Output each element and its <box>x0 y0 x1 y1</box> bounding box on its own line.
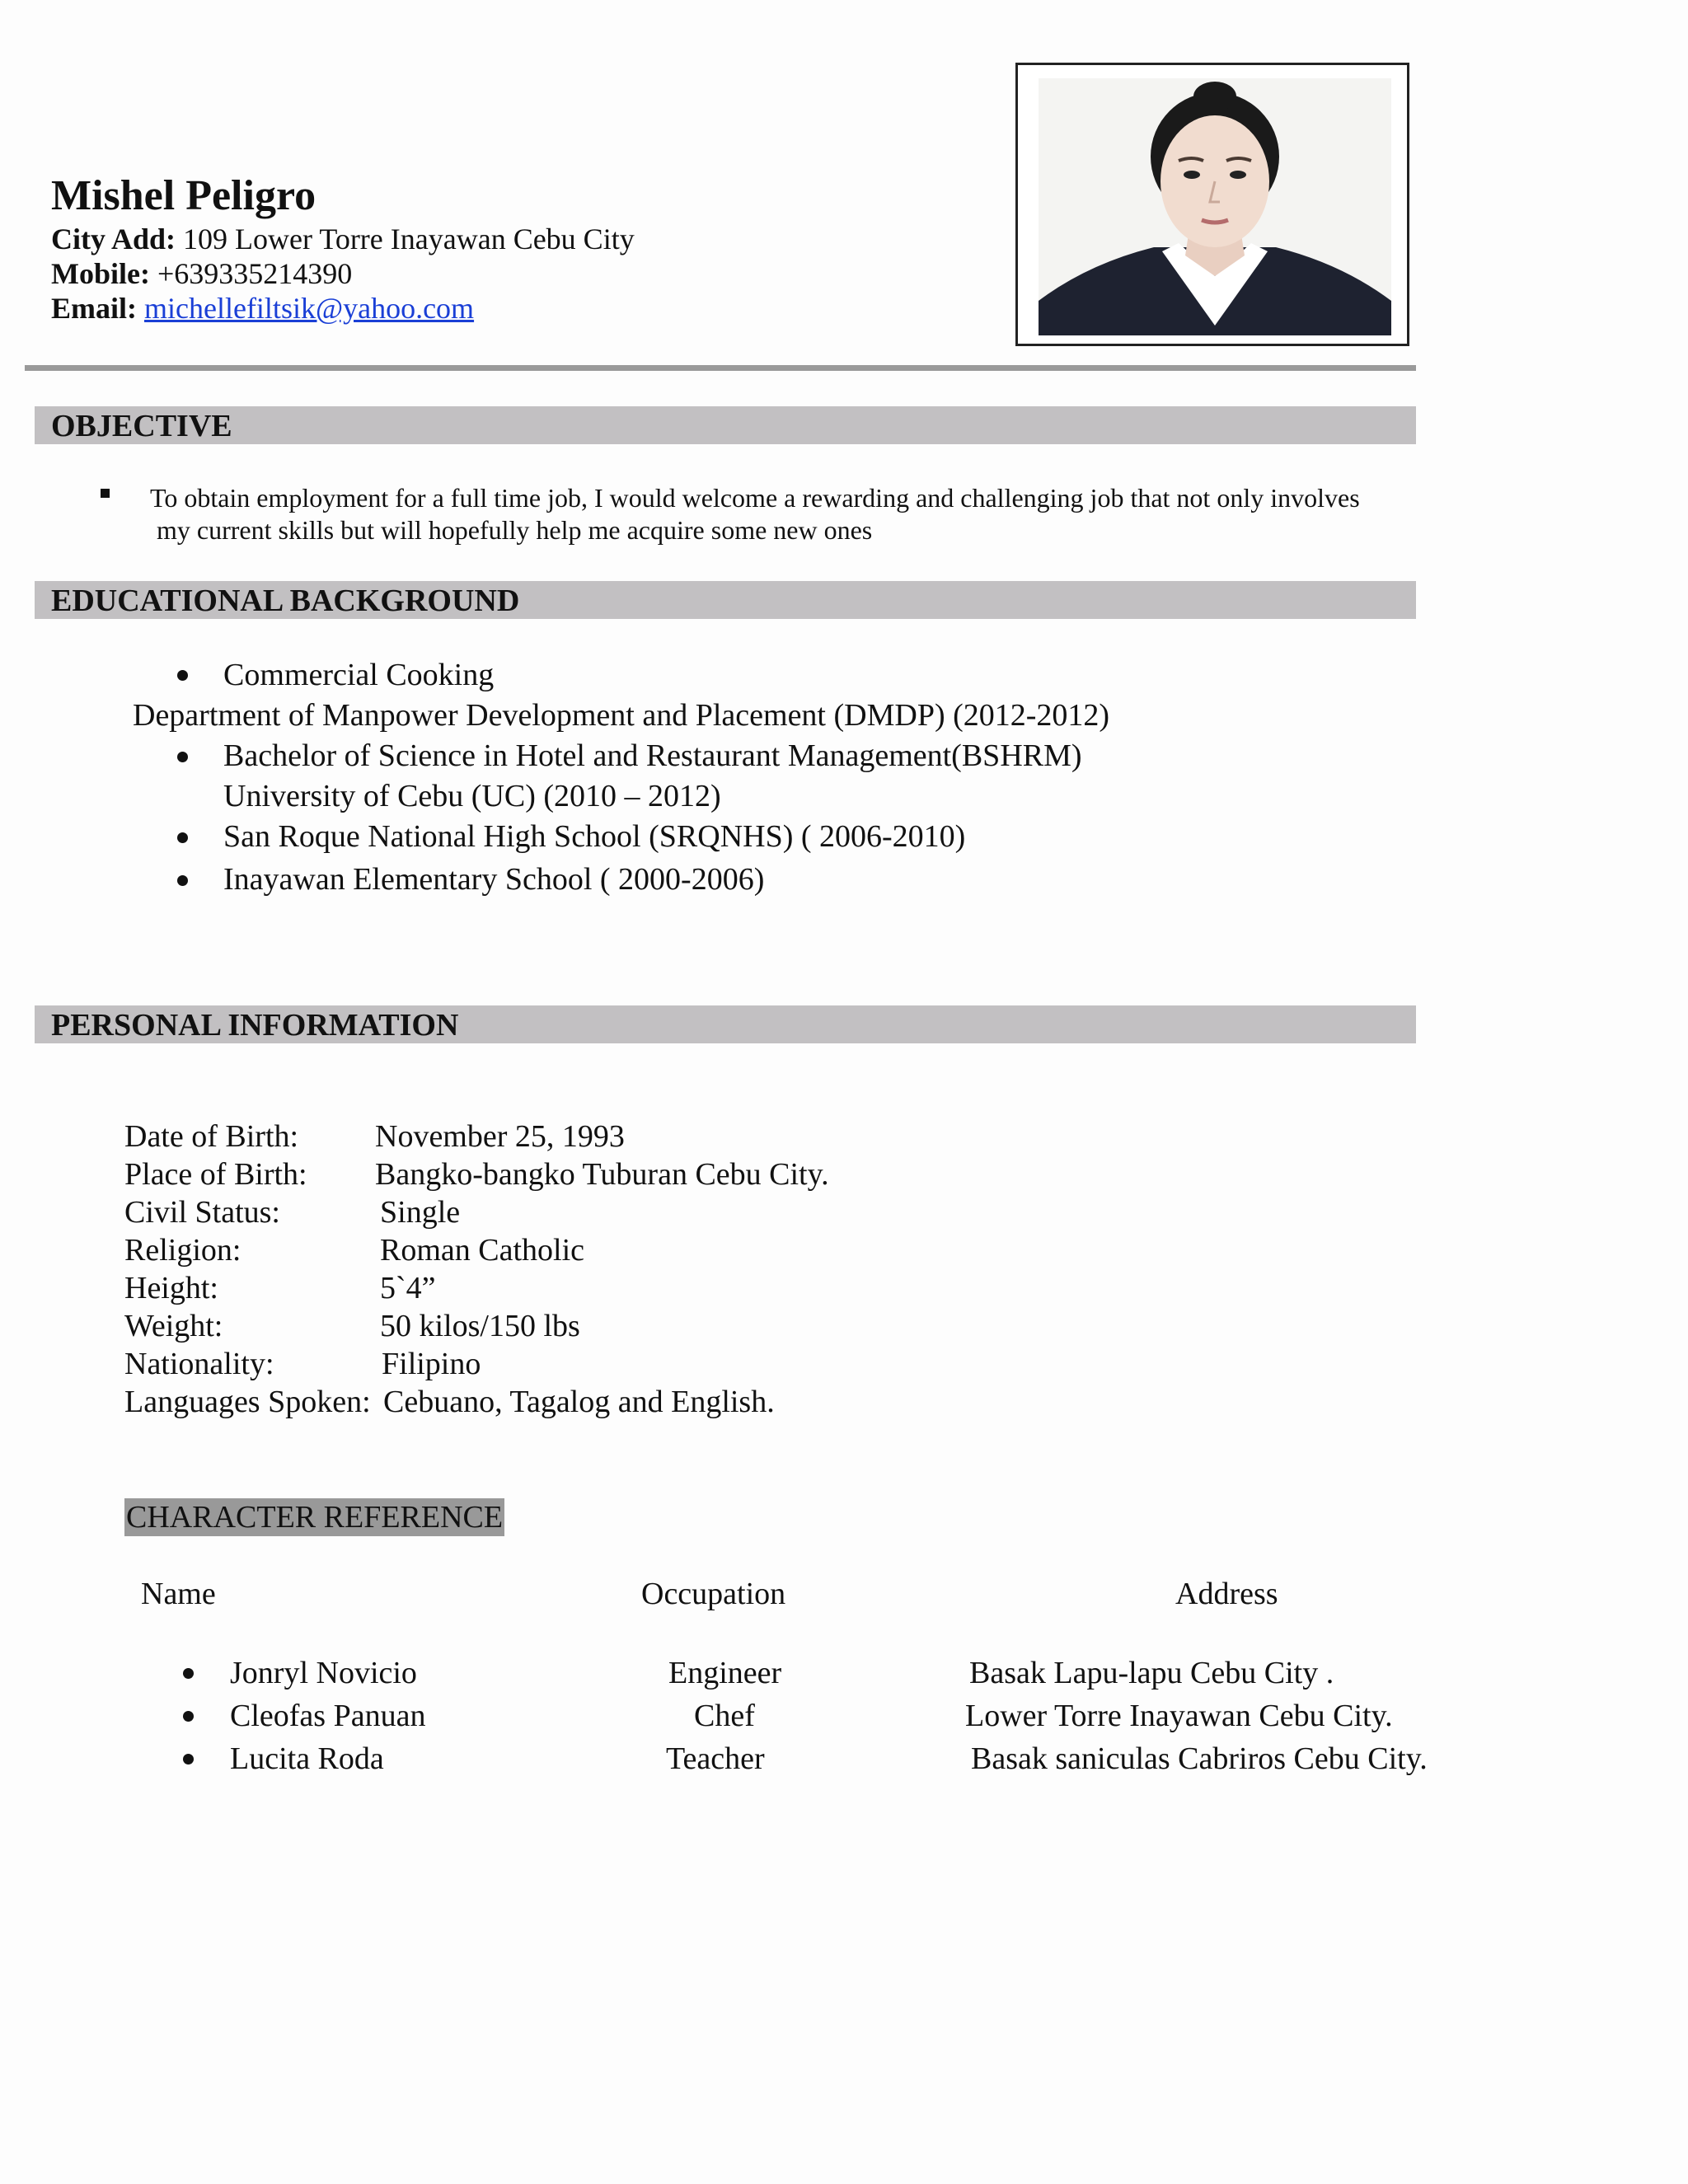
reference-name-2: Cleofas Panuan <box>230 1699 426 1733</box>
objective-line-2: my current skills but will hopefully help me acquire some new ones <box>157 515 873 545</box>
bullet-icon <box>177 670 188 681</box>
bullet-icon <box>177 875 188 886</box>
bullet-icon <box>177 832 188 843</box>
reference-occupation-1: Engineer <box>668 1656 782 1690</box>
section-education-heading: EDUCATIONAL BACKGROUND <box>35 581 1416 619</box>
reference-address-1: Basak Lapu-lapu Cebu City . <box>969 1656 1334 1690</box>
personal-label-weight: Weight: <box>124 1309 223 1343</box>
mobile-value: +639335214390 <box>149 257 353 290</box>
objective-line-1: To obtain employment for a full time job, I would welcome a rewarding and challenging job that not only involves <box>150 483 1360 513</box>
section-personal-heading: PERSONAL INFORMATION <box>35 1005 1416 1043</box>
applicant-name: Mishel Peligro <box>51 172 316 219</box>
personal-label-religion: Religion: <box>124 1233 241 1268</box>
profile-photo <box>1039 78 1391 335</box>
mobile-line <box>51 255 352 292</box>
reference-header-name: Name <box>141 1577 216 1611</box>
personal-value-civil-status: Single <box>380 1195 461 1230</box>
email-line <box>51 290 474 326</box>
education-item-2: Bachelor of Science in Hotel and Restaurant Management(BSHRM) <box>223 738 1082 773</box>
section-objective-heading: OBJECTIVE <box>35 406 1416 444</box>
objective-text <box>150 482 1419 546</box>
education-item-4: Inayawan Elementary School ( 2000-2006) <box>223 862 765 897</box>
profile-photo-frame <box>1015 63 1409 346</box>
reference-occupation-3: Teacher <box>666 1741 765 1776</box>
mobile-label: Mobile: <box>51 257 150 290</box>
personal-label-height: Height: <box>124 1271 218 1305</box>
header-divider <box>25 365 1416 371</box>
city-address-label: City Add: <box>51 223 176 255</box>
reference-name-3: Lucita Roda <box>230 1741 384 1776</box>
personal-label-birthplace: Place of Birth: <box>124 1157 307 1192</box>
personal-label-civil-status: Civil Status: <box>124 1195 280 1230</box>
personal-value-nationality: Filipino <box>382 1347 481 1381</box>
personal-value-height: 5`4” <box>380 1271 436 1305</box>
reference-name-1: Jonryl Novicio <box>230 1656 417 1690</box>
personal-value-languages: Cebuano, Tagalog and English. <box>383 1385 775 1419</box>
personal-label-languages: Languages Spoken: <box>124 1385 371 1419</box>
education-item-2-detail: University of Cebu (UC) (2010 – 2012) <box>223 779 721 813</box>
reference-occupation-2: Chef <box>694 1699 755 1733</box>
section-reference-heading: CHARACTER REFERENCE <box>126 1500 504 1535</box>
bullet-icon <box>183 1668 194 1679</box>
personal-value-religion: Roman Catholic <box>380 1233 585 1268</box>
education-item-1: Commercial Cooking <box>223 658 495 692</box>
city-address-value: 109 Lower Torre Inayawan Cebu City <box>176 223 635 255</box>
bullet-icon <box>183 1754 194 1765</box>
personal-value-weight: 50 kilos/150 lbs <box>380 1309 580 1343</box>
email-link[interactable]: michellefiltsik@yahoo.com <box>144 292 475 325</box>
bullet-icon <box>177 752 188 762</box>
personal-label-nationality: Nationality: <box>124 1347 274 1381</box>
city-address-line <box>51 221 635 257</box>
education-item-3: San Roque National High School (SRQNHS) ( 2006-2010) <box>223 819 966 854</box>
personal-label-birthdate: Date of Birth: <box>124 1119 299 1154</box>
email-label: Email: <box>51 292 137 325</box>
education-item-1-detail: Department of Manpower Development and Placement (DMDP) (2012-2012) <box>133 698 1110 733</box>
personal-value-birthplace: Bangko-bangko Tuburan Cebu City. <box>375 1157 829 1192</box>
objective-bullet-icon <box>101 489 110 498</box>
personal-value-birthdate: November 25, 1993 <box>375 1119 625 1154</box>
reference-address-3: Basak saniculas Cabriros Cebu City. <box>971 1741 1428 1776</box>
reference-header-address: Address <box>1175 1577 1278 1611</box>
reference-address-2: Lower Torre Inayawan Cebu City. <box>965 1699 1393 1733</box>
bullet-icon <box>183 1711 194 1722</box>
reference-header-occupation: Occupation <box>641 1577 786 1611</box>
